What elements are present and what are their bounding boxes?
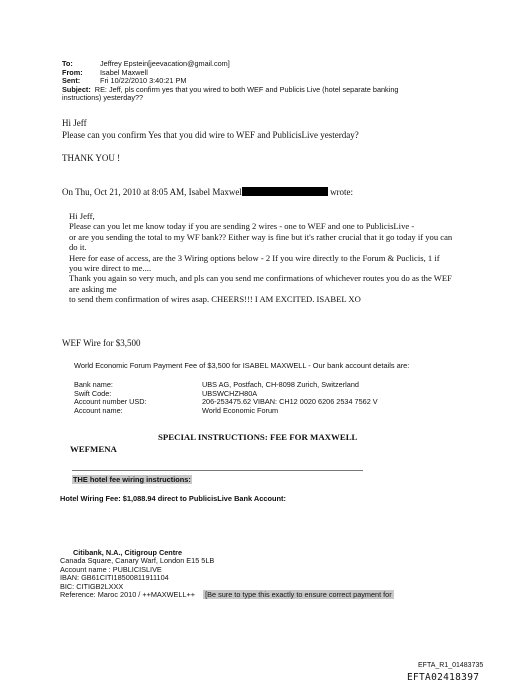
- sent-label: Sent:: [62, 76, 81, 86]
- bank-row-label: Account number USD:: [74, 397, 147, 407]
- quoted-line: to send them confirmation of wires asap. CHEERS!!! I AM EXCITED. ISABEL XO: [69, 294, 361, 305]
- bank-row-value: UBSWCHZH80A: [202, 388, 258, 398]
- quote-intro-suffix: wrote:: [330, 187, 354, 197]
- bank-row-label: Swift Code:: [74, 388, 112, 398]
- header-subject: [62, 86, 407, 103]
- redaction-bar: [242, 187, 328, 196]
- to-value: Jeffrey Epstein[jeevacation@gmail.com]: [100, 59, 230, 68]
- quoted-greeting: Hi Jeff,: [69, 211, 95, 221]
- bank-row-value: UBS AG, Postfach, CH-8098 Zurich, Switzerland: [202, 380, 359, 389]
- subject-label: Subject:: [62, 84, 91, 94]
- document-id-secondary: EFTA02418397: [407, 672, 480, 683]
- bank-row-label: Bank name:: [74, 380, 113, 389]
- subject-value: RE: Jeff, pls confirm yes that you wired to both WEF and Publicis Live (hotel separate banking instructions) yesterday??: [62, 84, 399, 103]
- citibank-details: [60, 549, 394, 599]
- citi-iban: IBAN: GB61CITI18500811911104: [60, 573, 169, 583]
- quoted-line: Thank you again so very much, and pls can you send me confirmations of whichever routes you do as the WEF are asking me: [69, 273, 452, 294]
- bank-row-label: Account name:: [74, 406, 123, 416]
- hotel-instructions-text: THE hotel fee wiring instructions:: [73, 475, 191, 484]
- hotel-instructions: [72, 475, 192, 484]
- reply-body: Please can you confirm Yes that you did wire to WEF and PublicisLive yesterday?: [62, 130, 359, 140]
- divider: [72, 470, 363, 471]
- to-label: To:: [62, 59, 73, 68]
- sent-value: Fri 10/22/2010 3:40:21 PM: [100, 76, 187, 86]
- reply-thanks: THANK YOU !: [62, 153, 121, 163]
- citi-bank-name: Citibank, N.A., Citigroup Centre: [73, 548, 183, 557]
- citi-bic: BIC: CITIGB2LXXX: [60, 581, 124, 591]
- citi-reference-note: [Be sure to type this exactly to ensure correct payment for: [205, 590, 392, 600]
- reply-greeting: Hi Jeff: [62, 118, 87, 128]
- wef-fee-line: World Economic Forum Payment Fee of $3,500 for ISABEL MAXWELL - Our bank account details are:: [74, 361, 410, 370]
- bank-row-value: World Economic Forum: [202, 406, 279, 416]
- wef-code: WEFMENA: [70, 444, 117, 454]
- wef-title: WEF Wire for $3,500: [62, 338, 141, 348]
- bank-row: [74, 407, 378, 416]
- quote-intro: [62, 187, 353, 198]
- citi-reference: Reference: Maroc 2010 / ++MAXWELL++: [60, 590, 196, 600]
- email-header: [62, 60, 407, 103]
- quoted-line: Please can you let me know today if you are sending 2 wires - one to WEF and one to PublicisLive -: [69, 221, 415, 232]
- quoted-message: [69, 211, 454, 305]
- quoted-line: Here for ease of access, are the 3 Wiring options below - 2 If you wire directly to the Forum & Puclicis, 1 if you wire direct to me....: [69, 252, 440, 274]
- quote-intro-prefix: On Thu, Oct 21, 2010 at 8:05 AM, Isabel Maxwel: [62, 187, 242, 197]
- document-id-primary: EFTA_R1_01483735: [418, 662, 484, 669]
- from-value: Isabel Maxwell: [100, 67, 148, 77]
- bank-row-value: 206-253475.62 VIBAN: CH12 0020 6206 2534 7562 V: [202, 397, 378, 407]
- special-instructions: SPECIAL INSTRUCTIONS: FEE FOR MAXWELL: [158, 432, 358, 442]
- citi-reference-line: [60, 591, 394, 599]
- bank-details: [74, 381, 378, 416]
- quoted-line: or are you sending the total to my WF bank?? Either way is fine but it's rather crucial that it go today if you can do it.: [69, 231, 453, 253]
- citi-account: Account name : PUBLICISLIVE: [60, 564, 162, 574]
- from-label: From:: [62, 67, 83, 77]
- hotel-fee: Hotel Wiring Fee: $1,088.94 direct to PublicisLive Bank Account:: [60, 494, 286, 503]
- citi-address: Canada Square, Canary Warf, London E15 5LB: [60, 556, 215, 566]
